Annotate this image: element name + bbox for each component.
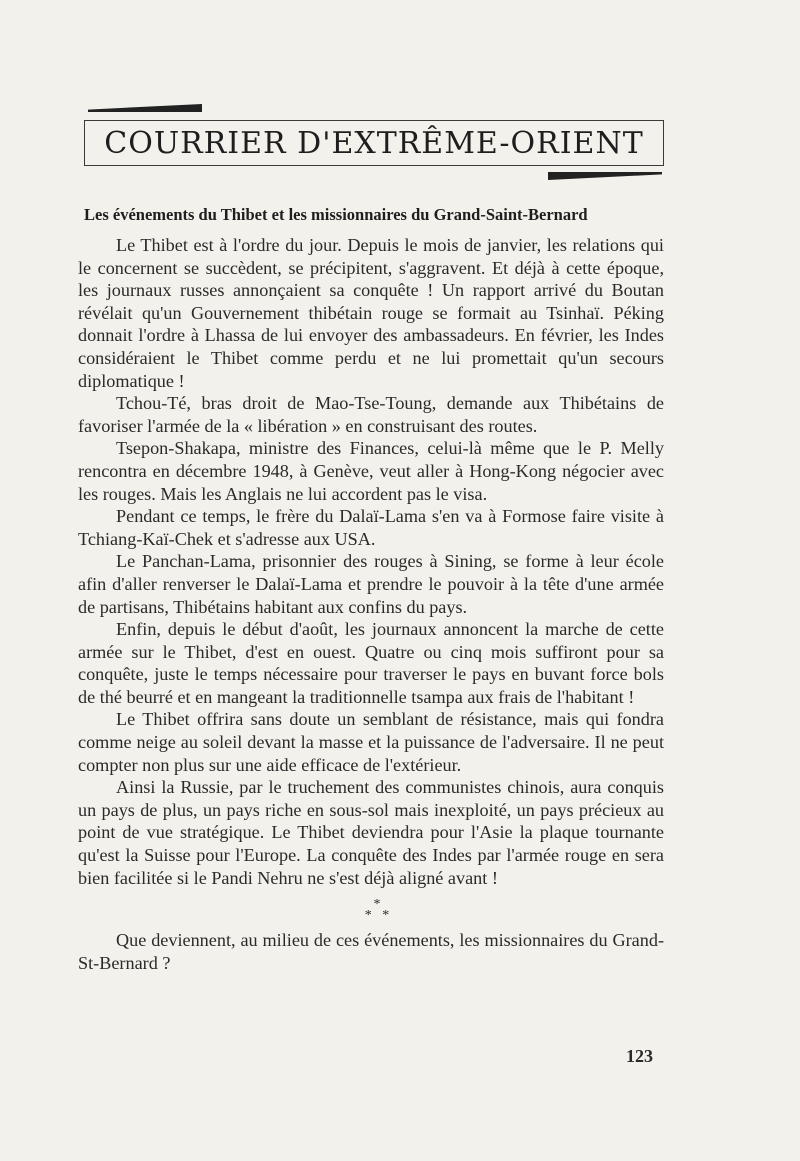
header-rule-bottom [548, 172, 662, 180]
paragraph: Le Thibet offrira sans doute un semblant de résistance, mais qui fondra comme neige au soleil devant la masse et la puissance de l'adversaire. Il ne peut compter non plus sur une aide efficace de l'extérieur. [78, 709, 664, 775]
header-rule-top [88, 104, 202, 112]
paragraph: Le Thibet est à l'ordre du jour. Depuis le mois de janvier, les relations qui le concernent se succèdent, se précipitent, s'aggravent. Et déjà à cette époque, les journaux russes annonçaient sa conquête ! Un rapport arrivé du Boutan révélait qu'un Gouvernement thibétain rouge se formait au Tsinhaï. Péking donnait l'ordre à Lhassa de lui envoyer des ambassadeurs. En février, les Indes considéraient le Thibet comme perdu et ne lui promettait qu'un secours diplomatique ! [78, 235, 664, 391]
article-body [78, 234, 664, 974]
paragraph: Pendant ce temps, le frère du Dalaï-Lama s'en va à Formose faire visite à Tchiang-Kaï-Chek et s'adresse aux USA. [78, 506, 664, 549]
section-title: COURRIER D'EXTRÊME-ORIENT [104, 125, 644, 161]
asterism-top: * [373, 897, 381, 913]
paragraph: Le Panchan-Lama, prisonnier des rouges à Sining, se forme à leur école afin d'aller renverser le Dalaï-Lama et prendre le pouvoir à la tête d'une armée de partisans, Thibétains habitant aux confins du pays. [78, 551, 664, 617]
section-header [84, 120, 664, 166]
paragraph: Tsepon-Shakapa, ministre des Finances, celui-là même que le P. Melly rencontra en décembre 1948, à Genève, veut aller à Hong-Kong négocier avec les rouges. Mais les Anglais ne lui accordent pas le visa. [78, 438, 664, 504]
paragraph: Tchou-Té, bras droit de Mao-Tse-Toung, demande aux Thibétains de favoriser l'armée de la « libération » en construisant des routes. [78, 393, 664, 436]
page-number: 123 [626, 1046, 653, 1066]
paragraph: Enfin, depuis le début d'août, les journaux annoncent la marche de cette armée sur le Thibet, d'est en ouest. Quatre ou cinq mois suffiront pour sa conquête, juste le temps nécessaire pour traverser le pays en buvant force bols de thé beurré et en mangeant la traditionnelle tsampa aux frais de l'habitant ! [78, 619, 664, 707]
closing-paragraph: Que deviennent, au milieu de ces événements, les missionnaires du Grand-St-Bernard ? [78, 930, 664, 973]
paragraph: Ainsi la Russie, par le truchement des communistes chinois, aura conquis un pays de plus, un pays riche en sous-sol mais inexploité, un pays précieux au point de vue stratégique. Le Thibet deviendra pour l'Asie la plaque tournante qu'est la Suisse pour l'Europe. La conquête des Indes par l'armée rouge en sera bien facilitée si le Pandi Nehru ne s'est déjà aligné avant ! [78, 777, 664, 888]
asterism [78, 897, 664, 924]
article-title: Les événements du Thibet et les missionnaires du Grand-Saint-Bernard [84, 205, 588, 224]
asterism-bottom: * * [364, 908, 390, 924]
